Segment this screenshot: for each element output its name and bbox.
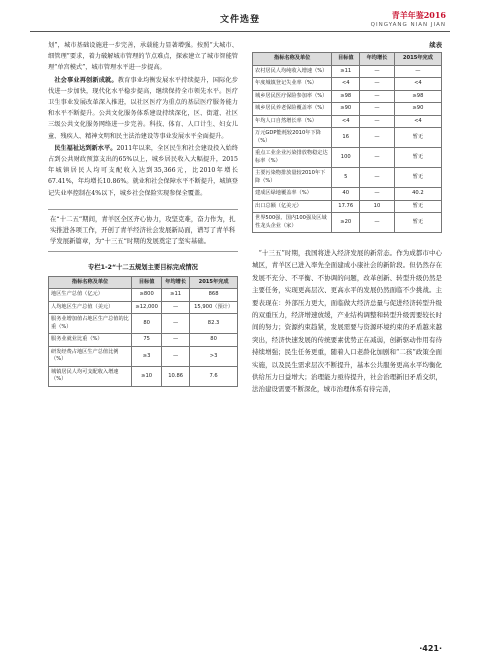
table-row bbox=[253, 200, 442, 213]
cell: — bbox=[360, 168, 395, 188]
cell: 82.3 bbox=[190, 314, 238, 334]
cell: 城镇居民人均可支配收入增速（%） bbox=[49, 366, 132, 386]
cell: — bbox=[360, 148, 395, 168]
cell: ≥10 bbox=[132, 366, 162, 386]
cell: 研发经费占地区生产总值比例（%） bbox=[49, 346, 132, 366]
table-header-row bbox=[49, 276, 238, 289]
cell: 10 bbox=[360, 200, 395, 213]
cell: <4 bbox=[332, 78, 360, 91]
cell: 100 bbox=[332, 148, 360, 168]
targets-table bbox=[48, 276, 238, 387]
page-number: ·421· bbox=[419, 644, 442, 653]
cell: ≥90 bbox=[394, 103, 441, 116]
cell: 7.6 bbox=[190, 366, 238, 386]
cell: — bbox=[360, 78, 395, 91]
cell: 重点工业企业污染排放物稳定达标率（%） bbox=[253, 148, 332, 168]
col-header: 目标值 bbox=[132, 276, 162, 289]
col-header: 年均增长 bbox=[360, 53, 395, 66]
paragraph-2 bbox=[48, 75, 238, 142]
cell: 16 bbox=[332, 128, 360, 148]
cell: 城乡居民养老保险覆盖率（%） bbox=[253, 103, 332, 116]
cell: — bbox=[360, 115, 395, 128]
paragraph-1: 划”，城市基础设施进一步完善，承载能力显著增强。按照“大城市、细管理”要求，着力破解城市管理的节点难点，探索建立了城市智能管理“单宫模式”，城市管理水平进一步提高。 bbox=[48, 42, 238, 72]
cell: 农村居民人均纯收入增速（%） bbox=[253, 65, 332, 78]
cell: ≥20 bbox=[332, 213, 360, 233]
cell: ≥3 bbox=[132, 346, 162, 366]
cell: 年度城镇登记失业率（%） bbox=[253, 78, 332, 91]
cell: 服务业就业比重（%） bbox=[49, 334, 132, 347]
table-row bbox=[49, 314, 238, 334]
cell: <4 bbox=[394, 115, 441, 128]
table-row bbox=[253, 148, 442, 168]
cell: 暂无 bbox=[394, 213, 441, 233]
cell: 万元GDP能耗较2010年下降（%） bbox=[253, 128, 332, 148]
cell: 暂无 bbox=[394, 148, 441, 168]
cell: 75 bbox=[132, 334, 162, 347]
table-row bbox=[49, 366, 238, 386]
cell: ≥11 bbox=[332, 65, 360, 78]
cell: 15,900（预计） bbox=[190, 301, 238, 314]
col-header: 指标名称及单位 bbox=[49, 276, 132, 289]
col-header: 指标名称及单位 bbox=[253, 53, 332, 66]
targets-table-continued bbox=[252, 52, 442, 233]
cell: — bbox=[394, 65, 441, 78]
cell: 人均地区生产总值（美元） bbox=[49, 301, 132, 314]
table-row bbox=[253, 65, 442, 78]
cell: 世界500强、国内100强及区域性龙头企业（家） bbox=[253, 213, 332, 233]
cell: 80 bbox=[132, 314, 162, 334]
cell: — bbox=[360, 213, 395, 233]
cell: 出口总额（亿美元） bbox=[253, 200, 332, 213]
cell: 主要污染物排放量较2010年下降（%） bbox=[253, 168, 332, 188]
table-header-row bbox=[253, 53, 442, 66]
cell: 暂无 bbox=[394, 128, 441, 148]
summary-box: 在“十二五”期间，青羊区全区齐心协力，攻坚克难，奋力作为，扎实推进各项工作，开创了青羊经济社会发展新局面，谱写了青羊科学发展新篇章，为“十三五”时期的发展奠定了坚实基础。 bbox=[48, 209, 238, 252]
cell: 80 bbox=[190, 334, 238, 347]
table-row bbox=[49, 346, 238, 366]
cell: ≥98 bbox=[394, 90, 441, 103]
table-row bbox=[253, 103, 442, 116]
col-header: 2015年完成 bbox=[190, 276, 238, 289]
body-text-right bbox=[252, 247, 442, 396]
right-column bbox=[252, 40, 442, 396]
col-header: 目标值 bbox=[332, 53, 360, 66]
cell: 暂无 bbox=[394, 168, 441, 188]
cell: 建成区绿地覆盖率（%） bbox=[253, 188, 332, 201]
table-row bbox=[253, 115, 442, 128]
cell: <4 bbox=[394, 78, 441, 91]
cell: — bbox=[360, 103, 395, 116]
table-row bbox=[253, 128, 442, 148]
col-header: 年均增长 bbox=[162, 276, 190, 289]
cell: 暂无 bbox=[394, 200, 441, 213]
table-row bbox=[253, 78, 442, 91]
cell: — bbox=[162, 301, 190, 314]
cell: ≥98 bbox=[332, 90, 360, 103]
cell: 5 bbox=[332, 168, 360, 188]
col-header: 2015年完成 bbox=[394, 53, 441, 66]
table-row bbox=[253, 213, 442, 233]
cell: — bbox=[360, 188, 395, 201]
table-caption: 专栏1-2“十二五规划主要目标完成情况 bbox=[88, 263, 198, 271]
cell: 17.76 bbox=[332, 200, 360, 213]
table-row bbox=[253, 168, 442, 188]
table-row bbox=[49, 334, 238, 347]
cell: >3 bbox=[190, 346, 238, 366]
paragraph-3-body: 2011年以来，全区民生和社会建设投入始终占到公共财政预算支出的65%以上，城乡居民收入大幅提升，2015年城镇居民人均可支配收入达到35,366元，比2010年增长67.41%，年均增长10.86%。就业和社会保障水平不断提升，城镇登记失业率控制在4%以下，城乡社会保险实现参保全覆盖。 bbox=[48, 144, 239, 197]
cell: ≥12,000 bbox=[132, 301, 162, 314]
section-title: 文件选登 bbox=[219, 15, 260, 25]
table-row bbox=[253, 188, 442, 201]
yearbook-brand: 青羊年鉴2016 bbox=[391, 10, 446, 20]
cell: 年均人口自然增长率（%） bbox=[253, 115, 332, 128]
cell: — bbox=[162, 334, 190, 347]
cell: — bbox=[360, 65, 395, 78]
cell: 10.86 bbox=[162, 366, 190, 386]
paragraph-2-body: 教育事业均衡发展水平持续提升，国际化步伐进一步加快，现代化水平稳步提高，继续保持全市领先水平。医疗卫生事业发展改革深入推进，以社区医疗为重点的基层医疗服务能力和水平不断提升。公共文化服务体系建设持续深化，区、街道、社区三级公共文化服务网络进一步完善。科技、体育、人口计生、妇女儿童、残疾人、精神文明和民主法治建设等事业发展水平全面提升。 bbox=[48, 76, 239, 140]
left-column bbox=[48, 40, 238, 387]
cell: <4 bbox=[332, 115, 360, 128]
cell: ≥11 bbox=[162, 289, 190, 302]
paragraph-2-heading: 社会事业再创新成就。 bbox=[54, 76, 118, 84]
table-row bbox=[49, 289, 238, 302]
cell: — bbox=[162, 346, 190, 366]
paragraph-3 bbox=[48, 143, 238, 199]
cell: 城乡居民医疗保险参加率（%） bbox=[253, 90, 332, 103]
table-row bbox=[253, 90, 442, 103]
continued-label: 续表 bbox=[429, 42, 442, 49]
table-row bbox=[49, 301, 238, 314]
cell: ≥800 bbox=[132, 289, 162, 302]
cell: 40 bbox=[332, 188, 360, 201]
cell: — bbox=[360, 90, 395, 103]
cell: — bbox=[162, 314, 190, 334]
cell: 40.2 bbox=[394, 188, 441, 201]
body-text-content: “十三五”时期，我国将进入经济发展的新常态。作为成都市中心城区，青羊区已进入率先全面建成小康社会的新阶段。但仍然存在发展不充分、不平衡、不协调的问题，改革创新、转型升级仍然是主要任务，实现更高层次、更高水平的发展仍然面临不少挑战。主要表现在：外部压力更大，面临做大经济总量与促进经济转型升级的双重压力，经济增速放缓，产业结构调整和转型升级需要较长时间的努力；资源约束趋紧，发展需要与资源环境约束的矛盾越来越突出，经济快速发展的传统要素优势正在减弱，创新驱动作用有待持续增强；民生任务更重，随着人口老龄化加剧和“二孩”政策全面实施，以及民生需求层次不断提升，基本公共服务更高水平均衡化供给压力日益增大；治理能力亟待提升，社会治理新旧矛盾交织，法治建设需要不断深化，城市治理体系有待完善， bbox=[252, 249, 442, 394]
cell: 服务业增加值占地区生产总值的比重（%） bbox=[49, 314, 132, 334]
header-divider bbox=[30, 31, 450, 32]
cell: 868 bbox=[190, 289, 238, 302]
cell: 地区生产总值（亿元） bbox=[49, 289, 132, 302]
yearbook-subtitle: QINGYANG NIAN JIAN bbox=[370, 22, 446, 28]
cell: — bbox=[360, 128, 395, 148]
cell: ≥90 bbox=[332, 103, 360, 116]
paragraph-3-heading: 民生福祉达到新水平。 bbox=[54, 144, 117, 152]
